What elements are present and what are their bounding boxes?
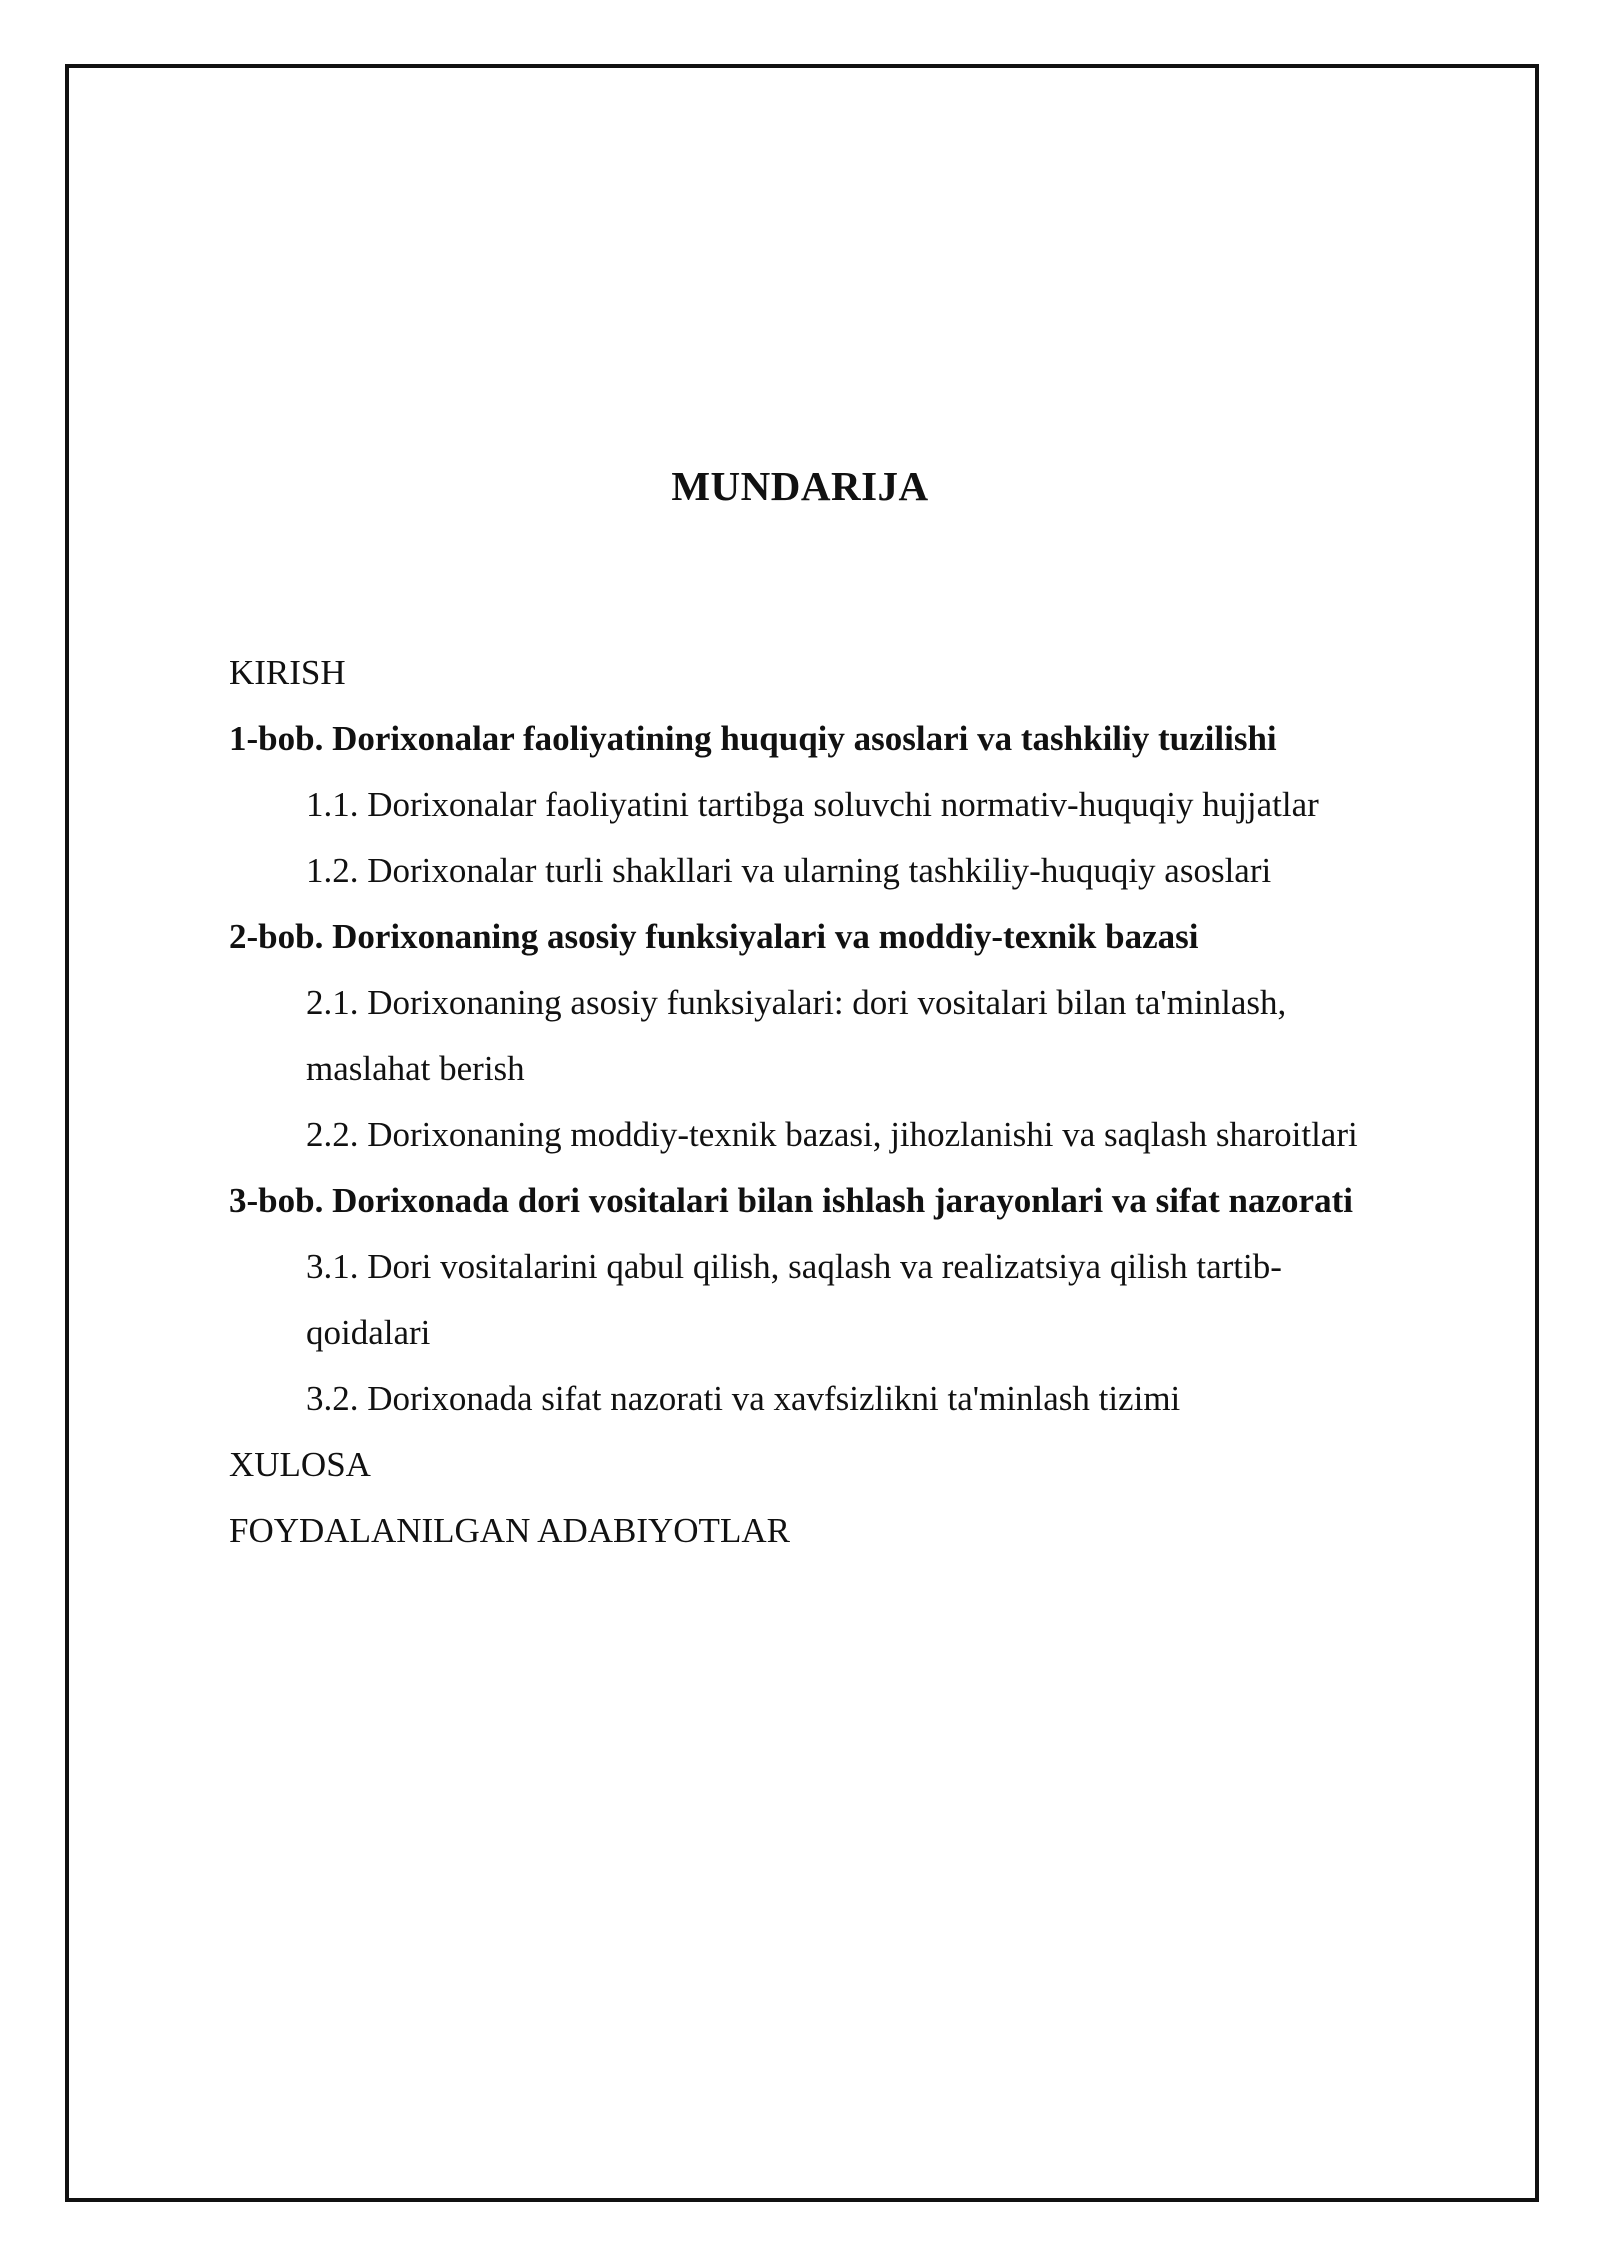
- toc-intro: KIRISH: [229, 653, 346, 692]
- toc-conclusion: XULOSA: [229, 1445, 371, 1484]
- page-title: MUNDARIJA: [671, 463, 929, 509]
- toc-chapter-1: 1-bob. Dorixonalar faoliyatining huquqiy asoslari va tashkiliy tuzilishi: [229, 719, 1277, 758]
- toc-section-2-1: [229, 970, 1459, 1102]
- toc-chapter-2: 2-bob. Dorixonaning asosiy funksiyalari va moddiy-texnik bazasi: [229, 917, 1199, 956]
- table-of-contents: [229, 640, 1459, 1564]
- toc-section-2-2: 2.2. Dorixonaning moddiy-texnik bazasi, jihozlanishi va saqlash sharoitlari: [306, 1115, 1358, 1154]
- toc-section-2-1-line-1: 2.1. Dorixonaning asosiy funksiyalari: dori vositalari bilan ta'minlash,: [306, 983, 1287, 1022]
- toc-references: FOYDALANILGAN ADABIYOTLAR: [229, 1511, 790, 1550]
- toc-section-3-1-line-2: qoidalari: [306, 1313, 431, 1352]
- toc-section-3-1: [229, 1234, 1459, 1366]
- toc-section-3-2: 3.2. Dorixonada sifat nazorati va xavfsizlikni ta'minlash tizimi: [306, 1379, 1181, 1418]
- toc-section-3-1-line-1: 3.1. Dori vositalarini qabul qilish, saqlash va realizatsiya qilish tartib-: [306, 1247, 1282, 1286]
- toc-section-1-2: 1.2. Dorixonalar turli shakllari va ularning tashkiliy-huquqiy asoslari: [306, 851, 1272, 890]
- toc-section-1-1: 1.1. Dorixonalar faoliyatini tartibga soluvchi normativ-huquqiy hujjatlar: [306, 785, 1319, 824]
- toc-section-2-1-line-2: maslahat berish: [306, 1049, 525, 1088]
- toc-chapter-3: 3-bob. Dorixonada dori vositalari bilan ishlash jarayonlari va sifat nazorati: [229, 1181, 1353, 1220]
